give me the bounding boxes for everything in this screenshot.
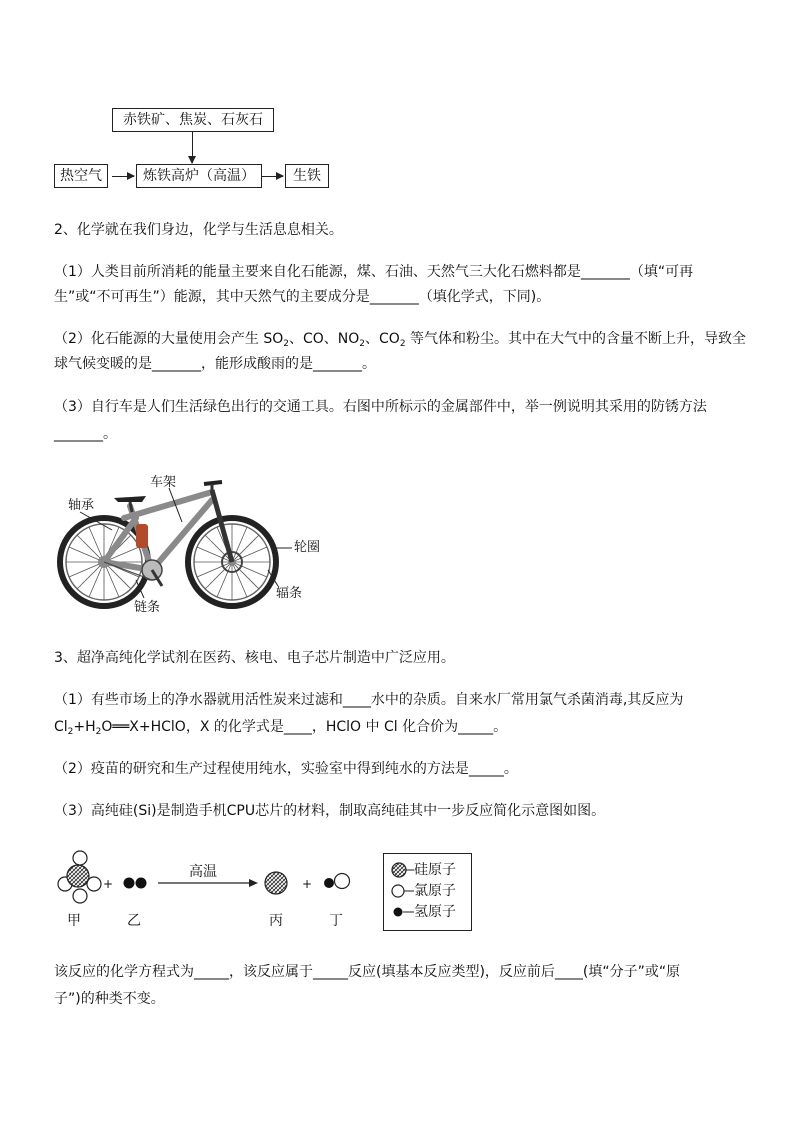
q3-part3: （3）高纯硅(Si)是制造手机CPU芯片的材料，制取高纯硅其中一步反应简化示意图如图。 (54, 803, 606, 819)
q2-p2-text: 、CO (365, 331, 400, 347)
q3-formula-text: +H (73, 719, 96, 735)
bike-label-rim: 轮圈 (294, 540, 321, 555)
atom-legend (383, 853, 472, 931)
label-jia: 甲 (67, 913, 81, 929)
label-ding: 丁 (329, 913, 343, 929)
reaction-plus-1: + (103, 877, 114, 891)
q2-part3-line1: （3）自行车是人们生活绿色出行的交通工具。右图中所标示的金属部件中，举一例说明其采用的防锈方法 (54, 399, 707, 415)
molecule-bing (265, 872, 287, 894)
q2-p2-text: （2）化石能源的大量使用会产生 SO (54, 331, 284, 347)
silicon-atom-icon (392, 863, 406, 877)
subscript: 2 (283, 339, 289, 349)
hydrogen-atom-icon (394, 908, 403, 917)
legend-hydrogen: 氢原子 (414, 904, 456, 920)
q2-part1-line2: 生”或“不可再生”）能源，其中天然气的主要成分是_______（填化学式，下同)。 (54, 289, 551, 305)
q2-part3-line2: _______。 (54, 426, 117, 442)
bike-label-bearing: 轴承 (68, 498, 95, 513)
q3-part2: （2）疫苗的研究和生产过程使用纯水，实验室中得到纯水的方法是_____。 (54, 761, 518, 777)
molecule-ding (324, 874, 350, 889)
q3-part1-line1: （1）有些市场上的净水器就用活性炭来过滤和____水中的杂质。自来水厂常用氯气杀菌消毒,其反应为 (54, 692, 684, 708)
flow-box-raw-materials: 赤铁矿、焦炭、石灰石 (112, 108, 274, 132)
subscript: 2 (67, 727, 74, 737)
label-bing: 丙 (269, 913, 283, 929)
bike-label-frame: 车架 (150, 475, 177, 490)
subscript: 2 (359, 339, 366, 349)
subscript: 2 (399, 339, 406, 349)
flow-arrow-down (192, 131, 193, 163)
bicycle-figure (54, 470, 344, 620)
bike-label-chain: 链条 (134, 600, 161, 615)
q3-part1-line2 (54, 717, 507, 742)
flow-box-hot-air: 热空气 (54, 164, 108, 188)
q3-formula-text: O══X+HClO，X 的化学式是____，HClO 中 Cl 化合价为_____。 (101, 719, 508, 735)
q2-part2-line2: 球气候变暖的是_______，能形成酸雨的是_______。 (54, 356, 376, 372)
legend-chlorine: 氯原子 (414, 883, 456, 899)
legend-silicon: 硅原子 (414, 862, 456, 878)
flow-box-furnace: 炼铁高炉（高温） (136, 164, 262, 188)
chlorine-atom-icon (392, 885, 404, 897)
flow-box-pig-iron: 生铁 (285, 164, 329, 188)
q3-part4-line2: 子”)的种类不变。 (54, 991, 165, 1007)
q2-part2-line1 (54, 329, 746, 354)
q2-p2-text: 等气体和粉尘。其中在大气中的含量不断上升，导致全 (405, 331, 747, 347)
label-yi: 乙 (127, 913, 141, 929)
molecule-yi (124, 878, 147, 889)
flow-arrow-right (262, 176, 283, 177)
bike-label-spoke: 辐条 (276, 586, 303, 601)
q2-title: 2、化学就在我们身边，化学与生活息息相关。 (54, 222, 343, 238)
molecule-jia (58, 851, 101, 903)
q3-title: 3、超净高纯化学试剂在医药、核电、电子芯片制造中广泛应用。 (54, 650, 455, 666)
q3-part4-line1: 该反应的化学方程式为_____，该反应属于_____反应(填基本反应类型)，反应前后____(填“分子”或“原 (54, 964, 681, 980)
reaction-condition: 高温 (189, 864, 217, 880)
q2-part1-line1: （1）人类目前所消耗的能量主要来自化石能源，煤、石油、天然气三大化石燃料都是_______（填“可再 (54, 264, 694, 280)
q3-formula-text: Cl (54, 719, 68, 735)
reaction-plus-2: + (302, 877, 313, 891)
subscript: 2 (95, 727, 102, 737)
flow-arrow-left (112, 176, 134, 177)
q2-p2-text: 、CO、NO (289, 331, 360, 347)
